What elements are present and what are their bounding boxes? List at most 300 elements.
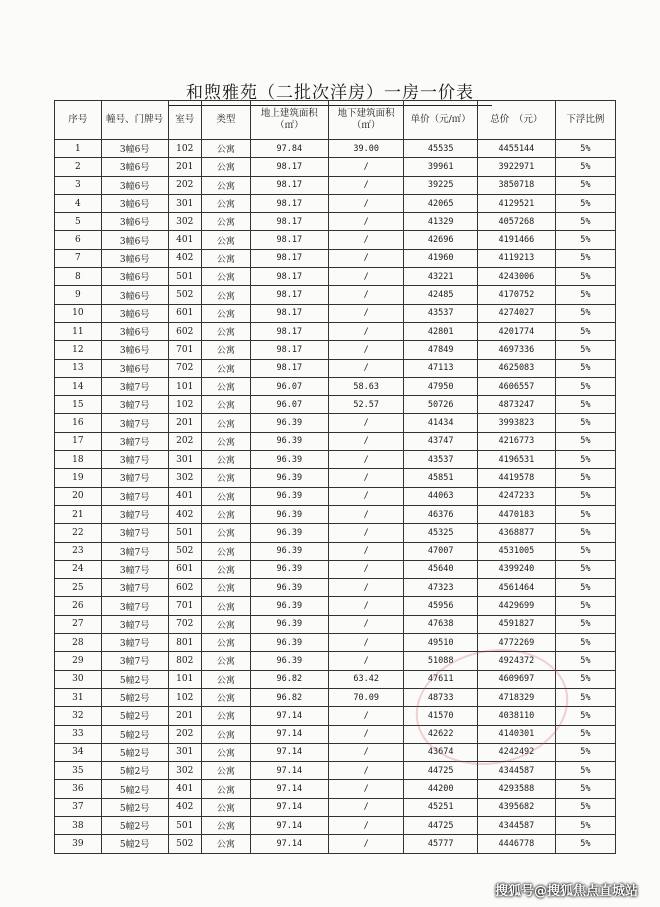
- cell-below-area: /: [328, 322, 404, 340]
- cell-total-price: 4399240: [477, 560, 555, 578]
- cell-type: 公寓: [201, 780, 250, 798]
- cell-room: 701: [168, 341, 201, 359]
- cell-building: 3幢6号: [101, 304, 168, 322]
- cell-total-price: 4293588: [477, 780, 555, 798]
- table-row: [55, 451, 616, 469]
- cell-above-area: 96.39: [250, 652, 328, 670]
- cell-discount: 5%: [555, 158, 615, 176]
- cell-type: 公寓: [201, 396, 250, 414]
- cell-below-area: 39.00: [328, 140, 404, 158]
- cell-type: 公寓: [201, 542, 250, 560]
- cell-type: 公寓: [201, 597, 250, 615]
- cell-total-price: 4625083: [477, 359, 555, 377]
- cell-unit-price: 45535: [404, 140, 477, 158]
- cell-room: 202: [168, 176, 201, 194]
- cell-building: 3幢6号: [101, 158, 168, 176]
- cell-discount: 5%: [555, 341, 615, 359]
- cell-type: 公寓: [201, 487, 250, 505]
- cell-above-area: 98.17: [250, 304, 328, 322]
- cell-discount: 5%: [555, 213, 615, 231]
- cell-building: 5幢2号: [101, 798, 168, 816]
- table-row: [55, 140, 616, 158]
- cell-type: 公寓: [201, 835, 250, 853]
- cell-type: 公寓: [201, 579, 250, 597]
- cell-room: 102: [168, 140, 201, 158]
- table-row: [55, 597, 616, 615]
- cell-below-area: 70.09: [328, 688, 404, 706]
- cell-type: 公寓: [201, 725, 250, 743]
- cell-discount: 5%: [555, 194, 615, 212]
- table-row: [55, 762, 616, 780]
- cell-unit-price: 45956: [404, 597, 477, 615]
- cell-total-price: 4697336: [477, 341, 555, 359]
- table-row: [55, 213, 616, 231]
- header-building: 幢号、门牌号: [101, 101, 168, 140]
- cell-total-price: 3922971: [477, 158, 555, 176]
- cell-discount: 5%: [555, 560, 615, 578]
- cell-discount: 5%: [555, 140, 615, 158]
- table-row: [55, 377, 616, 395]
- cell-room: 201: [168, 707, 201, 725]
- cell-above-area: 96.39: [250, 542, 328, 560]
- cell-unit-price: 42696: [404, 231, 477, 249]
- cell-room: 102: [168, 396, 201, 414]
- cell-below-area: /: [328, 158, 404, 176]
- cell-room: 301: [168, 743, 201, 761]
- cell-unit-price: 47950: [404, 377, 477, 395]
- cell-discount: 5%: [555, 451, 615, 469]
- cell-index: 20: [55, 487, 102, 505]
- cell-total-price: 4119213: [477, 249, 555, 267]
- cell-room: 802: [168, 652, 201, 670]
- header-room: 室号: [168, 101, 201, 140]
- cell-discount: 5%: [555, 396, 615, 414]
- cell-total-price: 4609697: [477, 670, 555, 688]
- cell-below-area: /: [328, 268, 404, 286]
- cell-total-price: 3993823: [477, 414, 555, 432]
- cell-above-area: 97.14: [250, 762, 328, 780]
- cell-below-area: /: [328, 286, 404, 304]
- cell-building: 3幢7号: [101, 487, 168, 505]
- cell-total-price: 4243006: [477, 268, 555, 286]
- cell-above-area: 96.39: [250, 432, 328, 450]
- cell-type: 公寓: [201, 176, 250, 194]
- cell-building: 3幢7号: [101, 652, 168, 670]
- cell-type: 公寓: [201, 762, 250, 780]
- cell-unit-price: 42485: [404, 286, 477, 304]
- table-row: [55, 835, 616, 853]
- cell-room: 502: [168, 835, 201, 853]
- cell-type: 公寓: [201, 286, 250, 304]
- table-row: [55, 634, 616, 652]
- cell-type: 公寓: [201, 560, 250, 578]
- cell-type: 公寓: [201, 158, 250, 176]
- cell-below-area: /: [328, 194, 404, 212]
- cell-type: 公寓: [201, 213, 250, 231]
- cell-index: 16: [55, 414, 102, 432]
- cell-below-area: /: [328, 597, 404, 615]
- header-above-area: 地上建筑面积（㎡）: [250, 101, 328, 140]
- cell-unit-price: 47323: [404, 579, 477, 597]
- cell-discount: 5%: [555, 304, 615, 322]
- cell-total-price: 4196531: [477, 451, 555, 469]
- cell-total-price: 4057268: [477, 213, 555, 231]
- cell-unit-price: 45777: [404, 835, 477, 853]
- cell-unit-price: 39961: [404, 158, 477, 176]
- cell-index: 17: [55, 432, 102, 450]
- cell-below-area: /: [328, 451, 404, 469]
- table-row: [55, 286, 616, 304]
- cell-below-area: /: [328, 213, 404, 231]
- cell-index: 15: [55, 396, 102, 414]
- table-row: [55, 487, 616, 505]
- cell-building: 5幢2号: [101, 670, 168, 688]
- cell-index: 26: [55, 597, 102, 615]
- cell-total-price: 4591827: [477, 615, 555, 633]
- cell-unit-price: 50726: [404, 396, 477, 414]
- cell-building: 5幢2号: [101, 835, 168, 853]
- cell-above-area: 97.14: [250, 780, 328, 798]
- cell-above-area: 96.39: [250, 524, 328, 542]
- cell-index: 10: [55, 304, 102, 322]
- cell-discount: 5%: [555, 359, 615, 377]
- cell-above-area: 96.07: [250, 377, 328, 395]
- cell-index: 5: [55, 213, 102, 231]
- cell-index: 25: [55, 579, 102, 597]
- cell-building: 3幢6号: [101, 322, 168, 340]
- cell-room: 801: [168, 634, 201, 652]
- cell-discount: 5%: [555, 286, 615, 304]
- cell-index: 37: [55, 798, 102, 816]
- table-row: [55, 341, 616, 359]
- cell-below-area: /: [328, 743, 404, 761]
- cell-type: 公寓: [201, 634, 250, 652]
- cell-discount: 5%: [555, 780, 615, 798]
- cell-index: 18: [55, 451, 102, 469]
- cell-building: 3幢7号: [101, 560, 168, 578]
- cell-unit-price: 47113: [404, 359, 477, 377]
- cell-building: 3幢7号: [101, 469, 168, 487]
- cell-discount: 5%: [555, 432, 615, 450]
- cell-type: 公寓: [201, 377, 250, 395]
- cell-total-price: 4242492: [477, 743, 555, 761]
- table-row: [55, 158, 616, 176]
- cell-unit-price: 39225: [404, 176, 477, 194]
- cell-above-area: 96.39: [250, 451, 328, 469]
- cell-room: 501: [168, 268, 201, 286]
- cell-index: 30: [55, 670, 102, 688]
- table-row: [55, 304, 616, 322]
- table-row: [55, 249, 616, 267]
- cell-type: 公寓: [201, 469, 250, 487]
- table-row: [55, 798, 616, 816]
- cell-index: 19: [55, 469, 102, 487]
- cell-unit-price: 47849: [404, 341, 477, 359]
- cell-index: 13: [55, 359, 102, 377]
- cell-below-area: /: [328, 542, 404, 560]
- cell-index: 33: [55, 725, 102, 743]
- cell-room: 301: [168, 194, 201, 212]
- header-total-price: 总价 （元）: [477, 101, 555, 140]
- cell-building: 3幢7号: [101, 505, 168, 523]
- cell-unit-price: 47007: [404, 542, 477, 560]
- cell-total-price: 4344587: [477, 762, 555, 780]
- cell-above-area: 97.14: [250, 835, 328, 853]
- header-index: 序号: [55, 101, 102, 140]
- cell-building: 3幢7号: [101, 432, 168, 450]
- cell-type: 公寓: [201, 688, 250, 706]
- cell-index: 9: [55, 286, 102, 304]
- cell-below-area: /: [328, 725, 404, 743]
- cell-below-area: /: [328, 469, 404, 487]
- cell-total-price: 4191466: [477, 231, 555, 249]
- cell-above-area: 98.17: [250, 158, 328, 176]
- cell-index: 7: [55, 249, 102, 267]
- cell-building: 3幢6号: [101, 249, 168, 267]
- cell-type: 公寓: [201, 798, 250, 816]
- cell-room: 201: [168, 414, 201, 432]
- cell-below-area: /: [328, 432, 404, 450]
- cell-total-price: 4368877: [477, 524, 555, 542]
- cell-building: 3幢7号: [101, 451, 168, 469]
- cell-above-area: 96.39: [250, 634, 328, 652]
- cell-index: 11: [55, 322, 102, 340]
- cell-total-price: 4274027: [477, 304, 555, 322]
- table-row: [55, 524, 616, 542]
- cell-type: 公寓: [201, 194, 250, 212]
- cell-above-area: 96.39: [250, 487, 328, 505]
- table-row: [55, 322, 616, 340]
- cell-above-area: 96.39: [250, 560, 328, 578]
- header-discount: 下浮比例: [555, 101, 615, 140]
- cell-above-area: 97.14: [250, 725, 328, 743]
- cell-type: 公寓: [201, 140, 250, 158]
- cell-unit-price: 41329: [404, 213, 477, 231]
- cell-building: 3幢7号: [101, 414, 168, 432]
- cell-building: 5幢2号: [101, 762, 168, 780]
- table-row: [55, 176, 616, 194]
- table-row: [55, 268, 616, 286]
- cell-room: 502: [168, 542, 201, 560]
- cell-discount: 5%: [555, 268, 615, 286]
- cell-room: 201: [168, 158, 201, 176]
- cell-building: 3幢6号: [101, 231, 168, 249]
- cell-type: 公寓: [201, 341, 250, 359]
- cell-room: 501: [168, 524, 201, 542]
- cell-unit-price: 47638: [404, 615, 477, 633]
- cell-above-area: 96.82: [250, 670, 328, 688]
- cell-above-area: 98.17: [250, 213, 328, 231]
- cell-building: 3幢6号: [101, 194, 168, 212]
- cell-below-area: /: [328, 359, 404, 377]
- cell-room: 401: [168, 231, 201, 249]
- cell-total-price: 4038110: [477, 707, 555, 725]
- cell-total-price: 3850718: [477, 176, 555, 194]
- cell-unit-price: 49510: [404, 634, 477, 652]
- cell-discount: 5%: [555, 322, 615, 340]
- cell-type: 公寓: [201, 268, 250, 286]
- cell-below-area: /: [328, 231, 404, 249]
- cell-unit-price: 43537: [404, 304, 477, 322]
- watermark-text: 搜狐号@搜狐焦点直城站: [494, 884, 638, 899]
- cell-below-area: /: [328, 524, 404, 542]
- title-text: 和煦雅苑（二批次洋房）一房一价表: [168, 78, 492, 106]
- cell-below-area: /: [328, 487, 404, 505]
- cell-discount: 5%: [555, 835, 615, 853]
- cell-total-price: 4606557: [477, 377, 555, 395]
- cell-index: 6: [55, 231, 102, 249]
- cell-total-price: 4140301: [477, 725, 555, 743]
- cell-below-area: /: [328, 341, 404, 359]
- table-row: [55, 231, 616, 249]
- cell-below-area: /: [328, 707, 404, 725]
- cell-above-area: 98.17: [250, 268, 328, 286]
- cell-below-area: /: [328, 615, 404, 633]
- cell-index: 38: [55, 816, 102, 834]
- header-below-area: 地下建筑面积（㎡）: [328, 101, 404, 140]
- cell-index: 8: [55, 268, 102, 286]
- cell-unit-price: 42801: [404, 322, 477, 340]
- cell-type: 公寓: [201, 707, 250, 725]
- table-row: [55, 469, 616, 487]
- cell-index: 36: [55, 780, 102, 798]
- cell-type: 公寓: [201, 505, 250, 523]
- cell-building: 3幢7号: [101, 542, 168, 560]
- cell-total-price: 4201774: [477, 322, 555, 340]
- cell-building: 5幢2号: [101, 780, 168, 798]
- cell-building: 3幢6号: [101, 213, 168, 231]
- cell-total-price: 4531005: [477, 542, 555, 560]
- cell-total-price: 4561464: [477, 579, 555, 597]
- cell-type: 公寓: [201, 451, 250, 469]
- cell-above-area: 97.14: [250, 798, 328, 816]
- cell-type: 公寓: [201, 322, 250, 340]
- table-row: [55, 505, 616, 523]
- cell-type: 公寓: [201, 743, 250, 761]
- cell-index: 35: [55, 762, 102, 780]
- cell-type: 公寓: [201, 670, 250, 688]
- table-row: [55, 432, 616, 450]
- cell-building: 3幢6号: [101, 286, 168, 304]
- cell-below-area: /: [328, 798, 404, 816]
- table-row: [55, 560, 616, 578]
- cell-type: 公寓: [201, 524, 250, 542]
- cell-above-area: 97.14: [250, 816, 328, 834]
- cell-total-price: 4170752: [477, 286, 555, 304]
- cell-total-price: 4772269: [477, 634, 555, 652]
- cell-discount: 5%: [555, 487, 615, 505]
- table-row: [55, 396, 616, 414]
- cell-room: 101: [168, 377, 201, 395]
- cell-building: 3幢7号: [101, 597, 168, 615]
- cell-discount: 5%: [555, 542, 615, 560]
- cell-room: 302: [168, 213, 201, 231]
- cell-above-area: 96.39: [250, 414, 328, 432]
- cell-below-area: /: [328, 780, 404, 798]
- cell-total-price: 4470183: [477, 505, 555, 523]
- cell-building: 5幢2号: [101, 743, 168, 761]
- cell-unit-price: 42622: [404, 725, 477, 743]
- cell-unit-price: 44063: [404, 487, 477, 505]
- cell-total-price: 4129521: [477, 194, 555, 212]
- cell-index: 1: [55, 140, 102, 158]
- cell-discount: 5%: [555, 762, 615, 780]
- table-row: [55, 194, 616, 212]
- cell-above-area: 98.17: [250, 194, 328, 212]
- cell-above-area: 96.39: [250, 615, 328, 633]
- cell-above-area: 98.17: [250, 249, 328, 267]
- cell-unit-price: 48733: [404, 688, 477, 706]
- cell-unit-price: 43747: [404, 432, 477, 450]
- cell-type: 公寓: [201, 304, 250, 322]
- cell-above-area: 96.39: [250, 597, 328, 615]
- cell-building: 3幢6号: [101, 176, 168, 194]
- cell-building: 3幢7号: [101, 377, 168, 395]
- cell-room: 701: [168, 597, 201, 615]
- cell-type: 公寓: [201, 359, 250, 377]
- cell-index: 24: [55, 560, 102, 578]
- cell-below-area: /: [328, 762, 404, 780]
- cell-index: 12: [55, 341, 102, 359]
- cell-discount: 5%: [555, 725, 615, 743]
- cell-below-area: 63.42: [328, 670, 404, 688]
- cell-discount: 5%: [555, 743, 615, 761]
- table-row: [55, 615, 616, 633]
- cell-room: 702: [168, 359, 201, 377]
- table-row: [55, 816, 616, 834]
- cell-room: 302: [168, 469, 201, 487]
- cell-above-area: 97.14: [250, 743, 328, 761]
- cell-discount: 5%: [555, 670, 615, 688]
- cell-type: 公寓: [201, 432, 250, 450]
- cell-below-area: /: [328, 176, 404, 194]
- cell-index: 2: [55, 158, 102, 176]
- cell-room: 601: [168, 304, 201, 322]
- cell-above-area: 96.39: [250, 505, 328, 523]
- cell-total-price: 4429699: [477, 597, 555, 615]
- cell-building: 3幢7号: [101, 634, 168, 652]
- cell-discount: 5%: [555, 249, 615, 267]
- cell-building: 5幢2号: [101, 725, 168, 743]
- cell-type: 公寓: [201, 816, 250, 834]
- cell-room: 602: [168, 579, 201, 597]
- cell-unit-price: 45640: [404, 560, 477, 578]
- cell-total-price: 4446778: [477, 835, 555, 853]
- cell-index: 29: [55, 652, 102, 670]
- cell-unit-price: 41570: [404, 707, 477, 725]
- cell-above-area: 96.39: [250, 579, 328, 597]
- cell-discount: 5%: [555, 615, 615, 633]
- cell-room: 702: [168, 615, 201, 633]
- header-type: 类型: [201, 101, 250, 140]
- cell-building: 5幢2号: [101, 816, 168, 834]
- cell-room: 602: [168, 322, 201, 340]
- cell-type: 公寓: [201, 615, 250, 633]
- cell-unit-price: 45251: [404, 798, 477, 816]
- cell-total-price: 4924372: [477, 652, 555, 670]
- cell-building: 3幢7号: [101, 524, 168, 542]
- cell-room: 402: [168, 798, 201, 816]
- cell-discount: 5%: [555, 798, 615, 816]
- cell-discount: 5%: [555, 688, 615, 706]
- cell-unit-price: 44725: [404, 816, 477, 834]
- cell-below-area: /: [328, 634, 404, 652]
- cell-below-area: /: [328, 560, 404, 578]
- cell-building: 3幢6号: [101, 140, 168, 158]
- cell-building: 3幢7号: [101, 615, 168, 633]
- cell-discount: 5%: [555, 176, 615, 194]
- cell-above-area: 97.14: [250, 707, 328, 725]
